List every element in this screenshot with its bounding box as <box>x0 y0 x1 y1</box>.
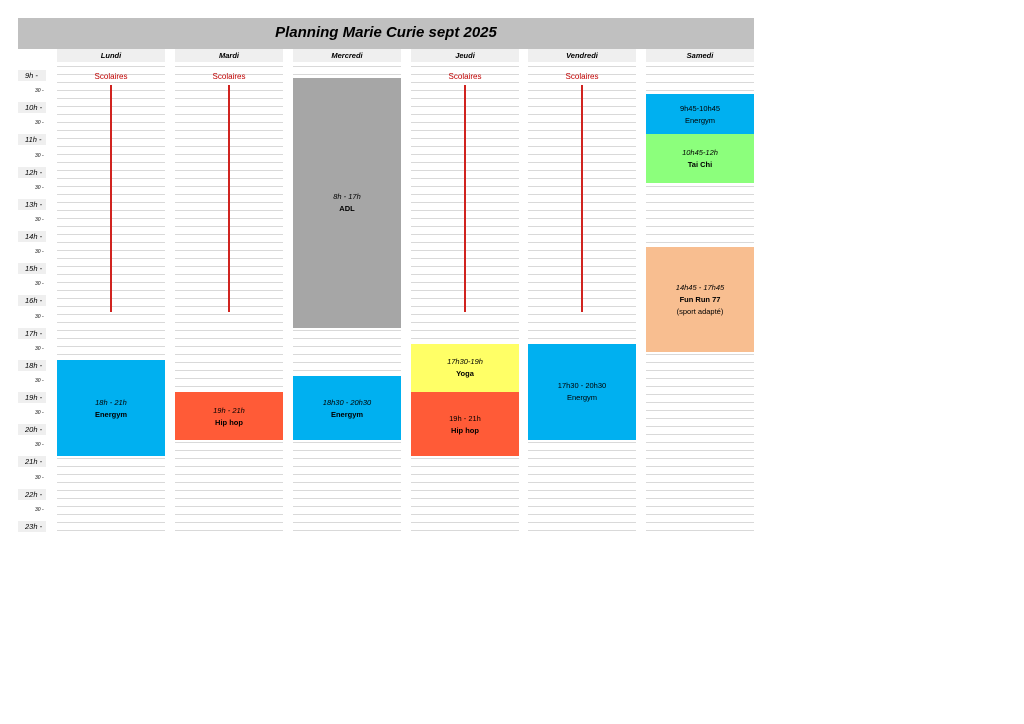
scolaires-label: Scolaires <box>448 72 482 81</box>
day-header-mercredi: Mercredi <box>293 49 401 62</box>
grid-line <box>57 474 165 475</box>
grid-line <box>57 514 165 515</box>
time-label-text: 20h - <box>25 425 43 435</box>
scolaires-label: Scolaires <box>94 72 128 81</box>
grid-line <box>175 322 283 323</box>
grid-line <box>646 466 754 467</box>
event-name: Yoga <box>456 369 474 379</box>
grid-line <box>293 530 401 531</box>
time-label-text: 15h - <box>25 264 43 274</box>
grid-line <box>175 482 283 483</box>
grid-line <box>646 394 754 395</box>
grid-line <box>528 506 636 507</box>
day-header-jeudi: Jeudi <box>411 49 519 62</box>
grid-line <box>175 354 283 355</box>
grid-line <box>293 338 401 339</box>
time-label-text: 23h - <box>25 521 43 531</box>
half-hour-label-text: 30 - <box>35 345 44 352</box>
grid-line <box>528 330 636 331</box>
grid-line <box>293 354 401 355</box>
event-time: 19h - 21h <box>213 405 245 415</box>
grid-line <box>646 370 754 371</box>
grid-line <box>57 338 165 339</box>
event-name: Hip hop <box>215 417 243 427</box>
event-time: 19h - 21h <box>449 413 481 423</box>
time-label-text: 12h - <box>25 167 43 177</box>
half-hour-label-text: 30 - <box>35 281 44 288</box>
grid-line <box>175 314 283 315</box>
scolaires-line <box>110 85 112 312</box>
grid-line <box>293 466 401 467</box>
half-hour-label-text: 30 - <box>35 474 44 481</box>
grid-line <box>646 522 754 523</box>
half-hour-label <box>18 377 46 385</box>
grid-line <box>528 514 636 515</box>
grid-line <box>57 322 165 323</box>
event-block[interactable] <box>646 134 754 182</box>
grid-line <box>646 514 754 515</box>
grid-line <box>646 210 754 211</box>
grid-line <box>57 482 165 483</box>
grid-line <box>528 338 636 339</box>
half-hour-label <box>18 474 46 482</box>
grid-line <box>411 474 519 475</box>
time-label-text: 14h - <box>25 232 43 241</box>
grid-line <box>646 442 754 443</box>
event-name: Tai Chi <box>687 160 713 170</box>
title-bar <box>18 18 754 49</box>
event-name: Fun Run 77 <box>679 294 721 304</box>
grid-line <box>528 450 636 451</box>
grid-line <box>411 458 519 459</box>
grid-line <box>528 498 636 499</box>
grid-line <box>411 482 519 483</box>
event-extra: (sport adapté) <box>676 306 724 316</box>
scolaires-line <box>464 85 466 312</box>
grid-line <box>411 314 519 315</box>
grid-line <box>646 458 754 459</box>
grid-line <box>411 490 519 491</box>
event-time: 14h45 - 17h45 <box>675 282 725 292</box>
scolaires-line <box>228 85 230 312</box>
time-label <box>18 167 46 178</box>
grid-line <box>646 498 754 499</box>
grid-line <box>528 66 636 67</box>
time-label <box>18 102 46 113</box>
grid-line <box>411 498 519 499</box>
page-title: Planning Marie Curie sept 2025 <box>275 24 497 41</box>
half-hour-label-text: 30 - <box>35 442 44 449</box>
half-hour-label-text: 30 - <box>35 184 44 191</box>
grid-line <box>175 514 283 515</box>
grid-line <box>293 474 401 475</box>
grid-line <box>57 466 165 467</box>
half-hour-label <box>18 506 46 514</box>
grid-line <box>528 82 636 83</box>
half-hour-label <box>18 216 46 224</box>
event-time: 17h30-19h <box>447 357 483 367</box>
grid-line <box>175 442 283 443</box>
grid-line <box>293 330 401 331</box>
grid-line <box>646 482 754 483</box>
grid-line <box>175 330 283 331</box>
half-hour-label <box>18 345 46 353</box>
grid-line <box>57 506 165 507</box>
event-time: 17h30 - 20h30 <box>557 381 607 391</box>
grid-line <box>293 442 401 443</box>
grid-line <box>646 434 754 435</box>
half-hour-label-text: 30 - <box>35 152 44 159</box>
grid-line <box>411 338 519 339</box>
grid-line <box>411 330 519 331</box>
event-block[interactable] <box>646 94 754 134</box>
grid-line <box>175 386 283 387</box>
grid-line <box>175 378 283 379</box>
grid-line <box>175 474 283 475</box>
time-label-text: 11h - <box>25 135 42 145</box>
time-label-text: 13h - <box>25 199 43 209</box>
scolaires-label: Scolaires <box>565 72 599 81</box>
event-block[interactable] <box>528 344 636 441</box>
half-hour-label <box>18 280 46 288</box>
grid-line <box>175 450 283 451</box>
grid-line <box>293 66 401 67</box>
grid-line <box>646 90 754 91</box>
time-label <box>18 328 46 339</box>
time-label-text: 9h - <box>25 71 38 80</box>
grid-line <box>528 482 636 483</box>
event-name: Energym <box>566 393 597 403</box>
grid-line <box>57 354 165 355</box>
half-hour-label <box>18 441 46 449</box>
time-label <box>18 199 46 210</box>
day-header-samedi: Samedi <box>646 49 754 62</box>
event-time: 18h - 21h <box>95 397 127 407</box>
scolaires-line <box>581 85 583 312</box>
grid-line <box>528 458 636 459</box>
half-hour-label <box>18 409 46 417</box>
event-block[interactable] <box>293 376 401 440</box>
time-label-text: 16h - <box>25 296 43 306</box>
event-name: Hip hop <box>451 425 479 435</box>
grid-line <box>646 362 754 363</box>
event-name: ADL <box>339 204 355 214</box>
grid-line <box>646 354 754 355</box>
grid-line <box>646 386 754 387</box>
grid-line <box>57 530 165 531</box>
grid-line <box>57 498 165 499</box>
grid-line <box>646 426 754 427</box>
grid-line <box>57 346 165 347</box>
grid-line <box>175 458 283 459</box>
time-label <box>18 424 46 435</box>
grid-line <box>411 322 519 323</box>
grid-line <box>293 450 401 451</box>
grid-line <box>293 370 401 371</box>
grid-line <box>646 490 754 491</box>
event-block[interactable] <box>175 392 283 440</box>
grid-line <box>57 330 165 331</box>
grid-line <box>646 66 754 67</box>
event-block[interactable] <box>293 78 401 328</box>
event-time: 9h45-10h45 <box>679 103 721 113</box>
time-label <box>18 134 46 145</box>
grid-line <box>646 234 754 235</box>
time-label <box>18 521 46 532</box>
grid-line <box>411 522 519 523</box>
time-label-text: 19h - <box>25 393 43 402</box>
half-hour-label-text: 30 - <box>35 410 44 417</box>
grid-line <box>293 514 401 515</box>
grid-line <box>175 530 283 531</box>
grid-line <box>646 194 754 195</box>
time-label-text: 10h - <box>25 103 43 113</box>
grid-line <box>528 442 636 443</box>
half-hour-label-text: 30 - <box>35 377 44 384</box>
grid-line <box>528 474 636 475</box>
grid-line <box>411 506 519 507</box>
grid-line <box>646 418 754 419</box>
grid-line <box>528 322 636 323</box>
half-hour-label <box>18 152 46 160</box>
event-block[interactable] <box>411 344 519 392</box>
grid-line <box>175 522 283 523</box>
grid-line <box>57 522 165 523</box>
half-hour-label <box>18 119 46 127</box>
time-label-text: 18h - <box>25 360 43 370</box>
half-hour-label-text: 30 - <box>35 88 44 95</box>
time-label <box>18 456 46 467</box>
event-block[interactable] <box>411 392 519 456</box>
grid-line <box>175 490 283 491</box>
grid-line <box>528 314 636 315</box>
half-hour-label-text: 30 - <box>35 506 44 513</box>
grid-line <box>57 490 165 491</box>
grid-line <box>646 82 754 83</box>
grid-line <box>411 82 519 83</box>
scolaires-label: Scolaires <box>212 72 246 81</box>
event-block[interactable] <box>646 247 754 352</box>
grid-line <box>646 410 754 411</box>
event-name: Energym <box>94 409 128 419</box>
grid-line <box>528 522 636 523</box>
grid-line <box>646 218 754 219</box>
grid-line <box>646 530 754 531</box>
half-hour-label <box>18 313 46 321</box>
grid-line <box>57 82 165 83</box>
event-name: Energym <box>330 409 364 419</box>
grid-line <box>528 466 636 467</box>
half-hour-label-text: 30 - <box>35 120 44 127</box>
time-label <box>18 360 46 371</box>
time-label-text: 21h - <box>25 457 43 467</box>
event-time: 10h45-12h <box>682 148 718 158</box>
grid-line <box>646 226 754 227</box>
grid-line <box>293 498 401 499</box>
grid-line <box>175 466 283 467</box>
half-hour-label <box>18 87 46 95</box>
grid-line <box>528 530 636 531</box>
grid-line <box>646 402 754 403</box>
time-label-text: 22h - <box>25 489 43 499</box>
grid-line <box>293 346 401 347</box>
grid-line <box>293 482 401 483</box>
grid-line <box>175 82 283 83</box>
grid-line <box>646 450 754 451</box>
event-time: 8h - 17h <box>333 192 361 202</box>
grid-line <box>646 74 754 75</box>
grid-line <box>293 522 401 523</box>
grid-line <box>175 506 283 507</box>
time-label <box>18 489 46 500</box>
grid-line <box>175 362 283 363</box>
grid-line <box>411 514 519 515</box>
day-header-mardi: Mardi <box>175 49 283 62</box>
grid-line <box>646 186 754 187</box>
event-name: Energym <box>684 115 715 125</box>
grid-line <box>57 458 165 459</box>
time-label-text: 17h - <box>25 328 43 338</box>
grid-line <box>293 490 401 491</box>
grid-line <box>57 314 165 315</box>
grid-line <box>646 506 754 507</box>
half-hour-label-text: 30 - <box>35 249 44 256</box>
event-time: 18h30 - 20h30 <box>322 397 372 407</box>
half-hour-label <box>18 184 46 192</box>
grid-line <box>293 74 401 75</box>
grid-line <box>175 370 283 371</box>
grid-line <box>293 362 401 363</box>
half-hour-label <box>18 248 46 256</box>
time-label <box>18 392 46 403</box>
time-label <box>18 295 46 306</box>
grid-line <box>293 506 401 507</box>
grid-line <box>175 346 283 347</box>
time-label <box>18 263 46 274</box>
grid-line <box>175 498 283 499</box>
day-header-lundi: Lundi <box>57 49 165 62</box>
grid-line <box>175 66 283 67</box>
half-hour-label-text: 30 - <box>35 313 44 320</box>
time-label <box>18 231 46 242</box>
grid-line <box>411 66 519 67</box>
day-header-vendredi: Vendredi <box>528 49 636 62</box>
grid-line <box>646 378 754 379</box>
grid-line <box>57 66 165 67</box>
grid-line <box>175 338 283 339</box>
time-label <box>18 70 46 81</box>
grid-line <box>646 202 754 203</box>
event-block[interactable] <box>57 360 165 457</box>
grid-line <box>646 474 754 475</box>
half-hour-label-text: 30 - <box>35 216 44 223</box>
grid-line <box>528 490 636 491</box>
grid-line <box>411 530 519 531</box>
grid-line <box>646 242 754 243</box>
grid-line <box>411 466 519 467</box>
grid-line <box>293 458 401 459</box>
